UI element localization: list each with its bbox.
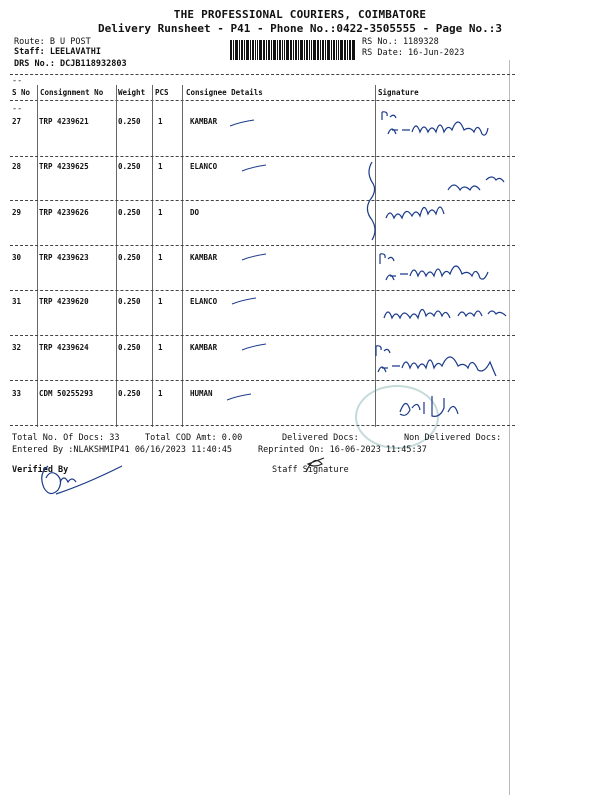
- staff-signature-label: Staff Signature: [272, 465, 349, 475]
- cell-pcs: 1: [158, 162, 163, 171]
- col-signature: Signature: [378, 88, 419, 97]
- cell-sno: 32: [12, 343, 22, 352]
- col-divider: [116, 85, 117, 427]
- cell-weight: 0.250: [118, 389, 141, 398]
- cell-weight: 0.250: [118, 162, 141, 171]
- col-consignee: Consignee Details: [186, 88, 263, 97]
- cell-consignee: KAMBAR: [190, 117, 218, 126]
- runsheet-subtitle: Delivery Runsheet - P41 - Phone No.:0422-3505555 - Page No.:3: [98, 22, 502, 35]
- col-weight: Weight: [118, 88, 146, 97]
- cell-sno: 31: [12, 297, 22, 306]
- rs-date: RS Date: 16-Jun-2023: [362, 48, 465, 58]
- cell-weight: 0.250: [118, 253, 141, 262]
- leading-marks: --: [12, 76, 23, 86]
- row-rule: [10, 290, 515, 291]
- rs-number: RS No.: 1189328: [362, 37, 439, 47]
- handwritten-signature-row-33: [396, 392, 466, 424]
- company-title: THE PROFESSIONAL COURIERS, COIMBATORE: [173, 8, 427, 21]
- cell-consignment: TRP 4239621: [39, 117, 89, 126]
- handwritten-signature-rows-28-29: [364, 160, 514, 245]
- cell-sno: 29: [12, 208, 22, 217]
- cell-pcs: 1: [158, 117, 163, 126]
- row-rule: [10, 156, 515, 157]
- col-divider: [152, 85, 153, 427]
- staff-signature-mark: [300, 452, 330, 474]
- barcode-image: [230, 40, 355, 60]
- entered-by: Entered By :NLAKSHMIP41 06/16/2023 11:40:45: [12, 445, 233, 455]
- drs-number: DRS No.: DCJB118932803: [14, 59, 127, 69]
- cell-sno: 27: [12, 117, 22, 126]
- cell-consignee: HUMAN: [190, 389, 213, 398]
- col-consignment: Consignment No: [40, 88, 104, 97]
- cell-weight: 0.250: [118, 297, 141, 306]
- handwritten-signature-row-31: [382, 298, 512, 326]
- verifier-signature: [36, 460, 126, 505]
- cell-sno: 28: [12, 162, 22, 171]
- staff-label: Staff: LEELAVATHI: [14, 47, 101, 57]
- cell-consignment: TRP 4239626: [39, 208, 89, 217]
- cell-pcs: 1: [158, 208, 163, 217]
- row-rule: [10, 425, 515, 426]
- col-divider: [37, 85, 38, 427]
- cell-weight: 0.250: [118, 117, 141, 126]
- cell-consignment: TRP 4239624: [39, 343, 89, 352]
- cell-consignee: ELANCO: [190, 297, 218, 306]
- handwritten-signature-row-27: [378, 108, 498, 148]
- cell-consignee: KAMBAR: [190, 343, 218, 352]
- pen-tick-mark: [240, 342, 270, 354]
- reprinted-on: Reprinted On: 16-06-2023 11:45:37: [258, 445, 427, 455]
- cell-consignee: ELANCO: [190, 162, 218, 171]
- handwritten-signature-row-32: [372, 342, 502, 382]
- cell-sno: 30: [12, 253, 22, 262]
- pen-tick-mark: [228, 118, 258, 130]
- header-rule-top: [10, 74, 515, 75]
- route-label: Route: B U POST: [14, 37, 91, 47]
- cell-consignee: DO: [190, 208, 200, 217]
- cell-weight: 0.250: [118, 208, 141, 217]
- leading-marks: --: [12, 104, 23, 114]
- pen-tick-mark: [230, 296, 260, 308]
- col-divider: [182, 85, 183, 427]
- pen-tick-mark: [240, 163, 270, 175]
- cell-consignment: TRP 4239625: [39, 162, 89, 171]
- cell-consignment: TRP 4239623: [39, 253, 89, 262]
- verified-by-label: Verified By: [12, 465, 69, 475]
- header-rule-bottom: [10, 100, 515, 101]
- handwritten-signature-row-30: [376, 250, 501, 290]
- cell-sno: 33: [12, 389, 22, 398]
- cell-pcs: 1: [158, 389, 163, 398]
- delivered-docs: Delivered Docs:: [282, 433, 359, 443]
- cell-weight: 0.250: [118, 343, 141, 352]
- cell-pcs: 1: [158, 343, 163, 352]
- pen-tick-mark: [240, 252, 270, 264]
- row-rule: [10, 245, 515, 246]
- non-delivered-docs: Non Delivered Docs:: [404, 433, 502, 443]
- total-cod-amount: Total COD Amt: 0.00: [145, 433, 243, 443]
- cell-pcs: 1: [158, 297, 163, 306]
- cell-consignment: CDM 50255293: [39, 389, 94, 398]
- row-rule: [10, 335, 515, 336]
- cell-consignee: KAMBAR: [190, 253, 218, 262]
- cell-consignment: TRP 4239620: [39, 297, 89, 306]
- col-pcs: PCS: [155, 88, 169, 97]
- cell-pcs: 1: [158, 253, 163, 262]
- total-docs: Total No. Of Docs: 33: [12, 433, 120, 443]
- col-sno: S No: [12, 88, 31, 97]
- pen-tick-mark: [225, 392, 255, 404]
